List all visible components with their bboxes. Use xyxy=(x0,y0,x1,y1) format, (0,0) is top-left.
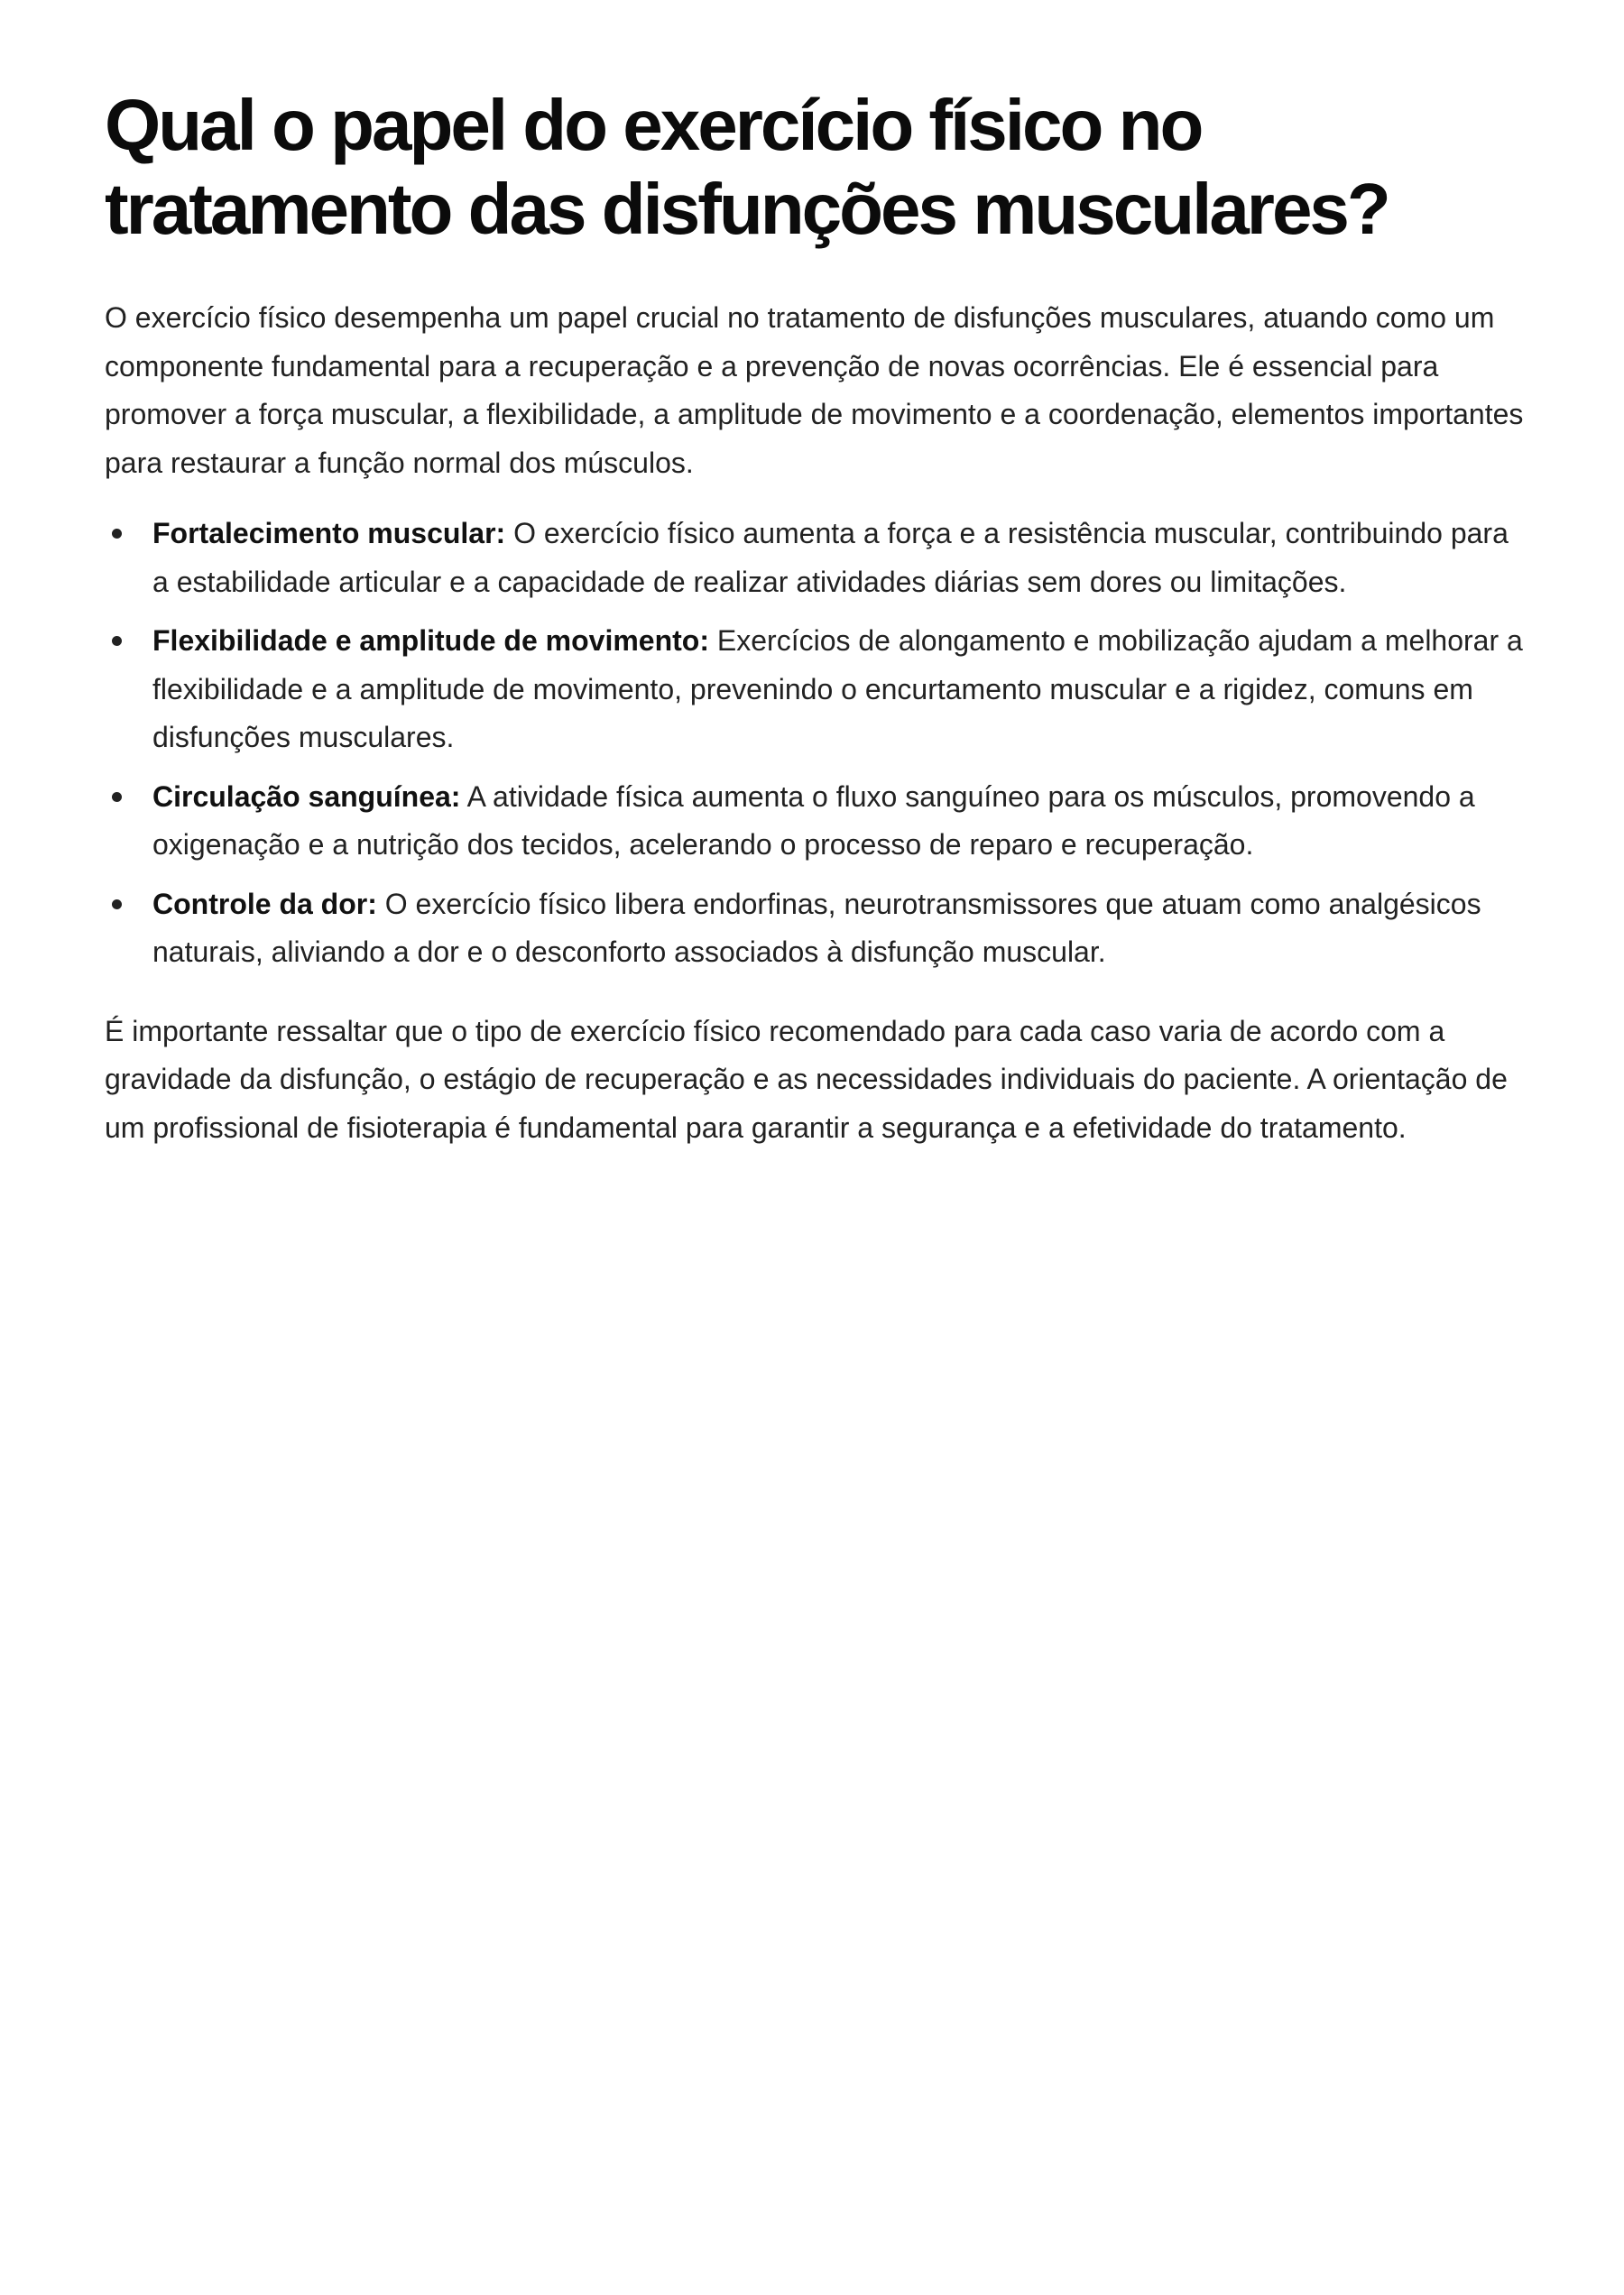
list-item-circulation xyxy=(105,773,1530,870)
list-item-term: Controle da dor: xyxy=(152,887,377,920)
list-item-text: A atividade física aumenta o fluxo sanguíneo para os músculos, promovendo a oxigenação e a nutrição dos tecidos, acelerando o processo de reparo e recuperação. xyxy=(152,779,1475,861)
list-item-text: Exercícios de alongamento e mobilização ajudam a melhorar a flexibilidade e a amplitude de movimento, prevenindo o encurtamento muscular e a rigidez, comuns em disfunções musculares. xyxy=(152,624,1523,753)
document-page xyxy=(105,83,1530,1152)
bullet-dot-icon xyxy=(112,529,122,539)
list-item-text: O exercício físico libera endorfinas, neurotransmissores que atuam como analgésicos naturais, aliviando a dor e o desconforto associados à disfunção muscular. xyxy=(152,887,1481,968)
page-title: Qual o papel do exercício físico no tratamento das disfunções musculares? xyxy=(105,85,1389,249)
closing-paragraph: É importante ressaltar que o tipo de exercício físico recomendado para cada caso varia de acordo com a gravidade da disfunção, o estágio de recuperação e as necessidades individuais do paciente. A orientação de um profissional de fisioterapia é fundamental para garantir a segurança e a efetividade do tratamento. xyxy=(105,1014,1508,1144)
list-item-term: Circulação sanguínea: xyxy=(152,779,461,813)
list-item-text: O exercício físico aumenta a força e a resistência muscular, contribuindo para a estabilidade articular e a capacidade de realizar atividades diárias sem dores ou limitações. xyxy=(152,517,1509,598)
bullet-dot-icon xyxy=(112,636,122,646)
list-item-strengthening xyxy=(105,510,1530,606)
benefits-list xyxy=(105,510,1530,977)
bullet-dot-icon xyxy=(112,899,122,909)
list-item-term: Fortalecimento muscular: xyxy=(152,517,506,549)
list-item-flexibility xyxy=(105,617,1530,762)
intro-paragraph: O exercício físico desempenha um papel crucial no tratamento de disfunções musculares, atuando como um componente fundamental para a recuperação e a prevenção de novas ocorrências. Ele é essencial para promover a força muscular, a flexibilidade, a amplitude de movimento e a coordenação, elementos importantes para restaurar a função normal dos músculos. xyxy=(105,301,1524,479)
list-item-pain-control xyxy=(105,880,1530,977)
list-item-term: Flexibilidade e amplitude de movimento: xyxy=(152,624,709,657)
bullet-dot-icon xyxy=(112,792,122,802)
